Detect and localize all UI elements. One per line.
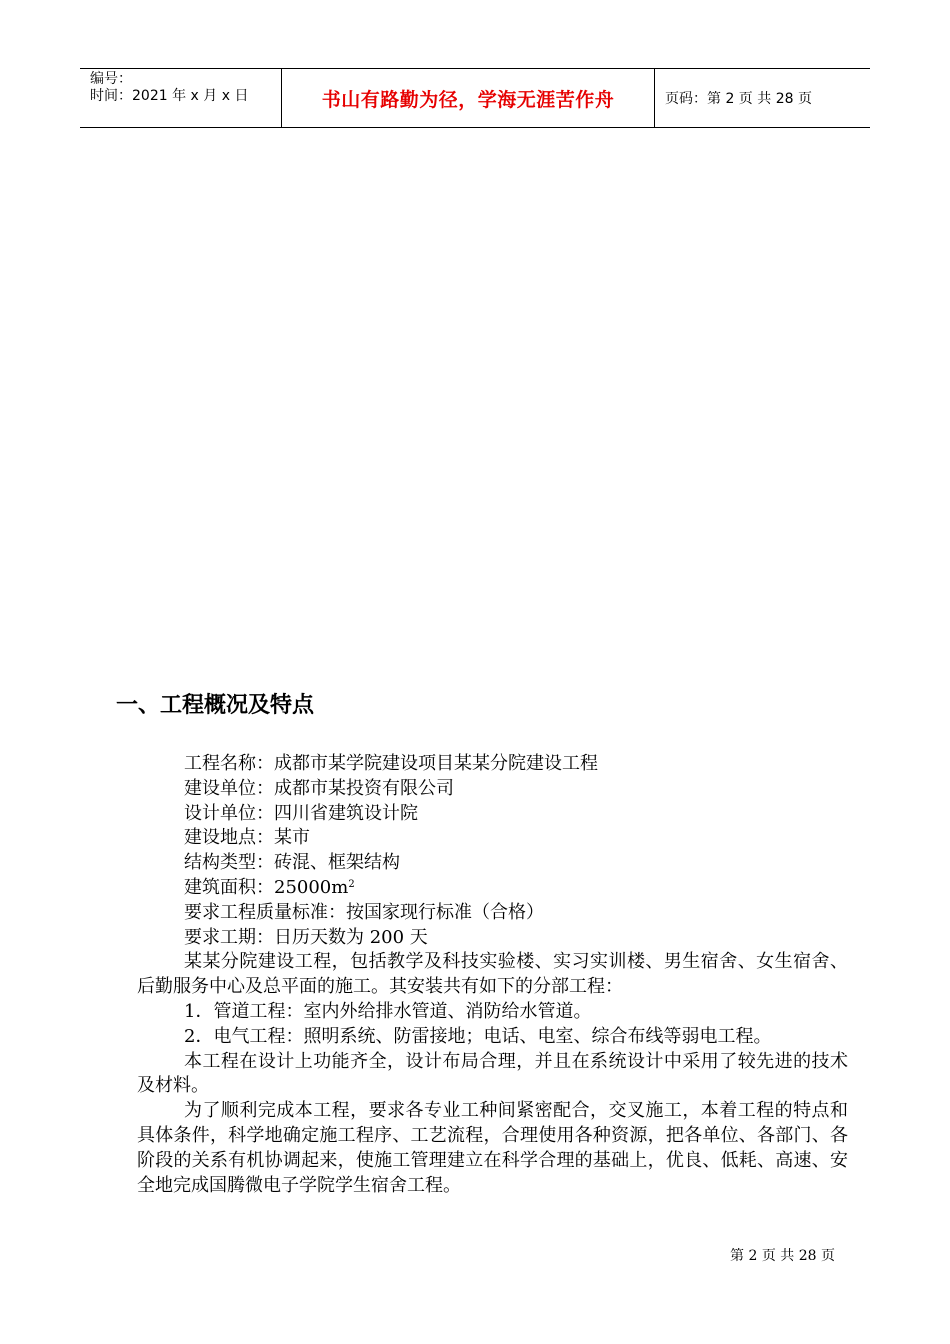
header-motto-cell	[282, 69, 655, 127]
sub-item-electrical: 2．电气工程：照明系统、防雷接地；电话、电室、综合布线等弱电工程。	[184, 1025, 772, 1047]
document-date: 时间：2021 年 x 月 x 日	[90, 88, 249, 104]
structure-type: 结构类型：砖混、框架结构	[184, 852, 400, 874]
design-note-paragraph: 本工程在设计上功能齐全，设计布局合理，并且在系统设计中采用了较先进的技术及材料。	[137, 1050, 848, 1097]
document-number-label: 编号：	[90, 71, 132, 87]
building-area-value: 建筑面积：25000m	[184, 876, 349, 898]
header-motto: 书山有路勤为径，学海无涯苦作舟	[321, 88, 615, 111]
project-scope-paragraph: 某某分院建设工程，包括教学及科技实验楼、实习实训楼、男生宿舍、女生宿舍、后勤服务中心及总平面的施工。其安装共有如下的分部工程：	[137, 951, 848, 998]
header-page-cell	[655, 69, 870, 127]
construction-period: 要求工期：日历天数为 200 天	[184, 926, 428, 948]
builder-unit: 建设单位：成都市某投资有限公司	[184, 777, 454, 799]
build-location: 建设地点：某市	[184, 827, 310, 849]
goal-paragraph: 为了顺利完成本工程，要求各专业工种间紧密配合，交叉施工，本着工程的特点和具体条件，科学地确定施工程序、工艺流程，合理使用各种资源，把各单位、各部门、各阶段的关系有机协调起来，使施工管理建立在科学合理的基础上，优良、低耗、高速、安全地完成国腾微电子学院学生宿舍工程。	[137, 1100, 848, 1196]
sub-item-piping: 1．管道工程：室内外给排水管道、消防给水管道。	[184, 1000, 592, 1022]
design-unit: 设计单位：四川省建筑设计院	[184, 802, 418, 824]
building-area	[137, 876, 848, 901]
header-page-number: 页码：第 2 页 共 28 页	[665, 91, 812, 107]
section-title: 一、工程概况及特点	[116, 693, 315, 718]
building-area-unit-sup: 2	[348, 878, 355, 890]
page-footer: 第 2 页 共 28 页	[730, 1248, 835, 1264]
quality-standard: 要求工程质量标准：按国家现行标准（合格）	[184, 901, 544, 923]
header-meta	[80, 69, 282, 127]
project-name: 工程名称：成都市某学院建设项目某某分院建设工程	[184, 753, 598, 774]
page-header	[80, 68, 870, 128]
document-body	[137, 752, 848, 1198]
